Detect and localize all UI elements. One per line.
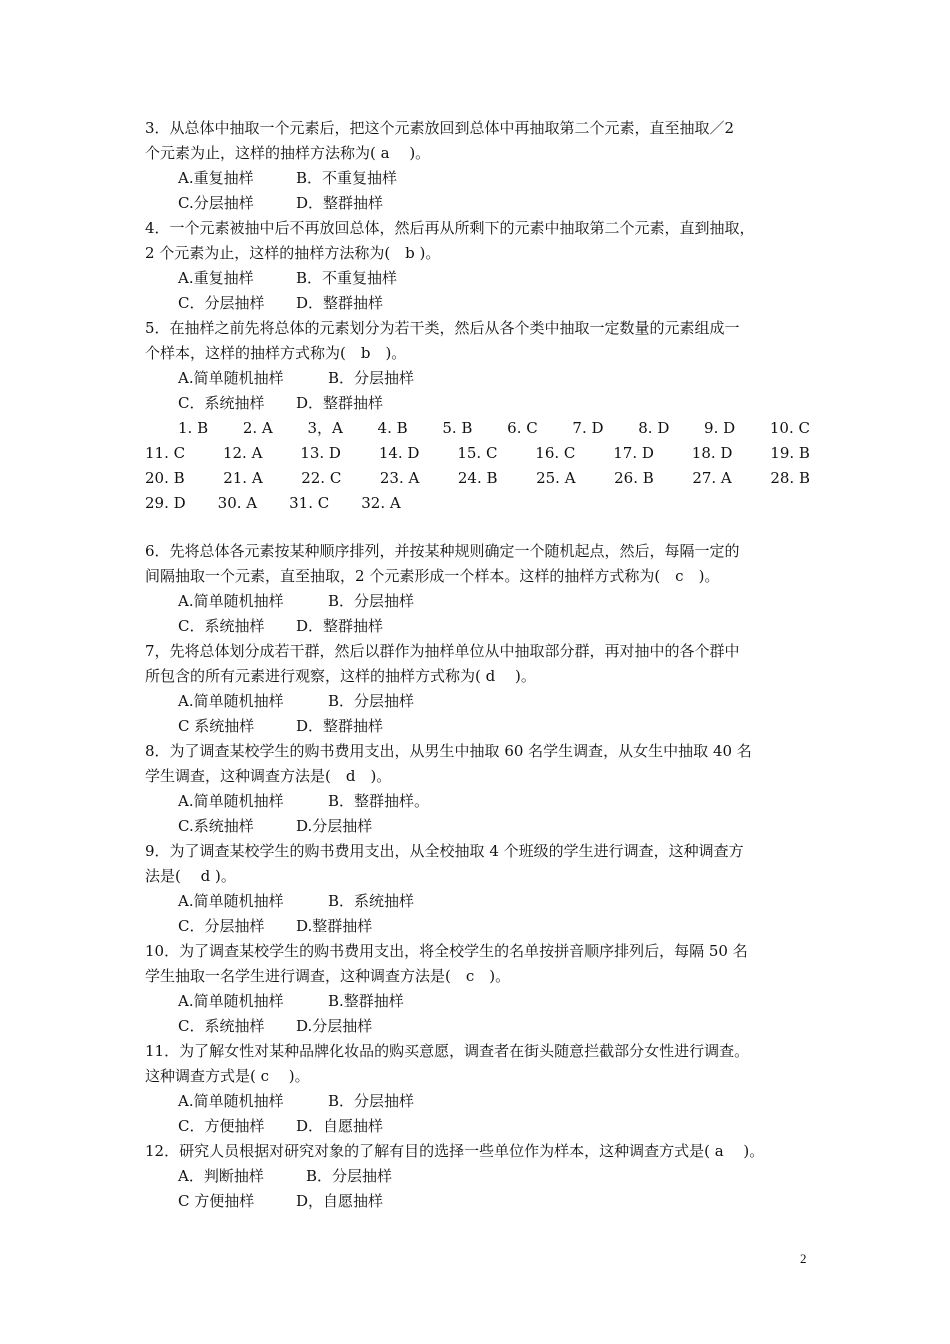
question-text: 7，先将总体划分成若干群，然后以群作为抽样单位从中抽取部分群，再对抽中的各个群中 [145,642,740,660]
option-text: B．不重复抽样 [296,269,398,287]
option-row [145,589,810,614]
answer-item: 8. D [638,419,670,437]
question-text: 10．为了调查某校学生的购书费用支出，将全校学生的名单按拼音顺序排列后，每隔 50 名 [145,942,748,960]
answer-item: 26. B [614,469,654,487]
blank-gap [145,516,810,539]
option-row [145,889,810,914]
option-row [145,1189,810,1214]
answer-item: 22. C [301,469,342,487]
question-text-cont: 所包含的所有元素进行观察，这样的抽样方式称为( d )。 [145,667,536,685]
question-text: 11．为了解女性对某种品牌化妆品的购买意愿，调查者在街头随意拦截部分女性进行调查。 [145,1042,750,1060]
question-text-cont: 学生调查，这种调查方法是( d )。 [145,767,392,785]
option-text: C.分层抽样 [178,194,254,212]
question-text: 6．先将总体各元素按某种顺序排列，并按某种规则确定一个随机起点，然后，每隔一定的 [145,542,740,560]
option-row [145,1089,810,1114]
answer-item: 29. D [145,494,186,512]
option-text: C．系统抽样 [178,617,265,635]
option-text: B．分层抽样 [306,1167,393,1185]
option-text: B．分层抽样 [328,1092,415,1110]
option-row [145,689,810,714]
option-text: A.简单随机抽样 [178,992,284,1010]
answer-item: 20. B [145,469,185,487]
option-text: C 方便抽样 [178,1192,255,1210]
option-text: D．整群抽样 [296,617,384,635]
answer-item: 2. A [242,419,273,437]
answer-item: 19. B [770,444,810,462]
answer-item: 28. B [770,469,810,487]
answer-item: 14. D [378,444,420,462]
answer-item: 17. D [613,444,654,462]
answer-item: 30. A [217,494,258,512]
question-text: 9．为了调查某校学生的购书费用支出，从全校抽取 4 个班级的学生进行调查，这种调查方 [145,842,744,860]
option-text: B.整群抽样 [328,992,404,1010]
answer-key-row [145,491,810,516]
answer-item: 18. D [691,444,733,462]
option-text: B．不重复抽样 [296,169,398,187]
option-text: B．分层抽样 [328,592,415,610]
option-text: A.简单随机抽样 [178,692,284,710]
option-row [145,989,810,1014]
option-text: B．系统抽样 [328,892,415,910]
answer-key-row [145,441,810,466]
answer-item: 31. C [289,494,330,512]
answer-item: 16. C [535,444,576,462]
answer-item: 27. A [692,469,732,487]
option-text: D．整群抽样 [296,394,384,412]
option-text: A.简单随机抽样 [178,1092,284,1110]
question-text: 12．研究人员根据对研究对象的了解有目的选择一些单位作为样本，这种调查方式是( a )。 [145,1142,765,1160]
answer-item: 9. D [704,419,736,437]
option-row [145,714,810,739]
question-text-cont: 个元素为止，这样的抽样方法称为( a )。 [145,144,431,162]
option-row [145,1164,810,1189]
option-text: B．分层抽样 [328,692,415,710]
option-text: D.整群抽样 [296,917,373,935]
option-text: C．系统抽样 [178,394,265,412]
option-row [145,266,810,291]
answer-item: 11. C [145,444,186,462]
option-text: C．分层抽样 [178,917,265,935]
option-row [145,291,810,316]
option-row [145,789,810,814]
answer-item: 25. A [536,469,576,487]
answer-item: 10. C [769,419,810,437]
option-text: D．整群抽样 [296,294,384,312]
answer-item: 12. A [222,444,263,462]
question-text-cont: 这种调查方式是( c )。 [145,1067,310,1085]
option-text: B．分层抽样 [328,369,415,387]
option-text: A.重复抽样 [178,169,254,187]
option-text: D．整群抽样 [296,194,384,212]
option-text: A.重复抽样 [178,269,254,287]
option-row [145,1014,810,1039]
question-text: 5．在抽样之前先将总体的元素划分为若干类，然后从各个类中抽取一定数量的元素组成一 [145,319,740,337]
option-row [145,191,810,216]
option-row [145,614,810,639]
answer-item: 21. A [223,469,263,487]
option-text: A.简单随机抽样 [178,892,284,910]
question-text-cont: 个样本，这样的抽样方式称为( b )。 [145,344,407,362]
option-row [145,814,810,839]
option-row [145,366,810,391]
question-text-cont: 学生抽取一名学生进行调查，这种调查方法是( c )。 [145,967,511,985]
option-row [145,391,810,416]
question-text: 3．从总体中抽取一个元素后，把这个元素放回到总体中再抽取第二个元素，直至抽取／2 [145,119,735,137]
option-text: D.分层抽样 [296,817,373,835]
option-text: B．整群抽样。 [328,792,430,810]
option-text: A.简单随机抽样 [178,592,284,610]
question-text-cont: 2 个元素为止，这样的抽样方法称为( b )。 [145,244,441,262]
option-text: D，自愿抽样 [296,1192,384,1210]
answer-key-row [145,416,810,441]
option-text: C.系统抽样 [178,817,254,835]
question-text-cont: 法是( d )。 [145,867,236,885]
answer-item: 23. A [379,469,420,487]
option-text: A.简单随机抽样 [178,369,284,387]
answer-item: 4. B [377,419,408,437]
option-text: D．整群抽样 [296,717,384,735]
answer-item: 15. C [457,444,498,462]
question-text: 8．为了调查某校学生的购书费用支出，从男生中抽取 60 名学生调查，从女生中抽取 40 名 [145,742,752,760]
answer-item: 32. A [361,494,401,512]
option-text: D．自愿抽样 [296,1117,384,1135]
option-text: D.分层抽样 [296,1017,373,1035]
option-text: A．判断抽样 [178,1167,264,1185]
option-text: A.简单随机抽样 [178,792,284,810]
question-text-cont: 间隔抽取一个元素，直至抽取，2 个元素形成一个样本。这样的抽样方式称为( c )。 [145,567,720,585]
option-row [145,166,810,191]
answer-item: 1. B [178,419,209,437]
answer-key-row [145,466,810,491]
answer-item: 5. B [442,419,473,437]
option-text: C．方便抽样 [178,1117,265,1135]
option-text: C 系统抽样 [178,717,255,735]
option-row [145,1114,810,1139]
answer-item: 24. B [457,469,498,487]
option-text: C．系统抽样 [178,1017,265,1035]
question-text: 4．一个元素被抽中后不再放回总体，然后再从所剩下的元素中抽取第二个元素，直到抽取， [145,219,755,237]
page-content [145,116,810,1214]
option-row [145,914,810,939]
page-number: 2 [800,1251,807,1266]
answer-item: 6. C [507,419,538,437]
answer-item: 3，A [307,419,343,437]
option-text: C．分层抽样 [178,294,265,312]
answer-item: 13. D [300,444,341,462]
answer-item: 7. D [572,419,604,437]
